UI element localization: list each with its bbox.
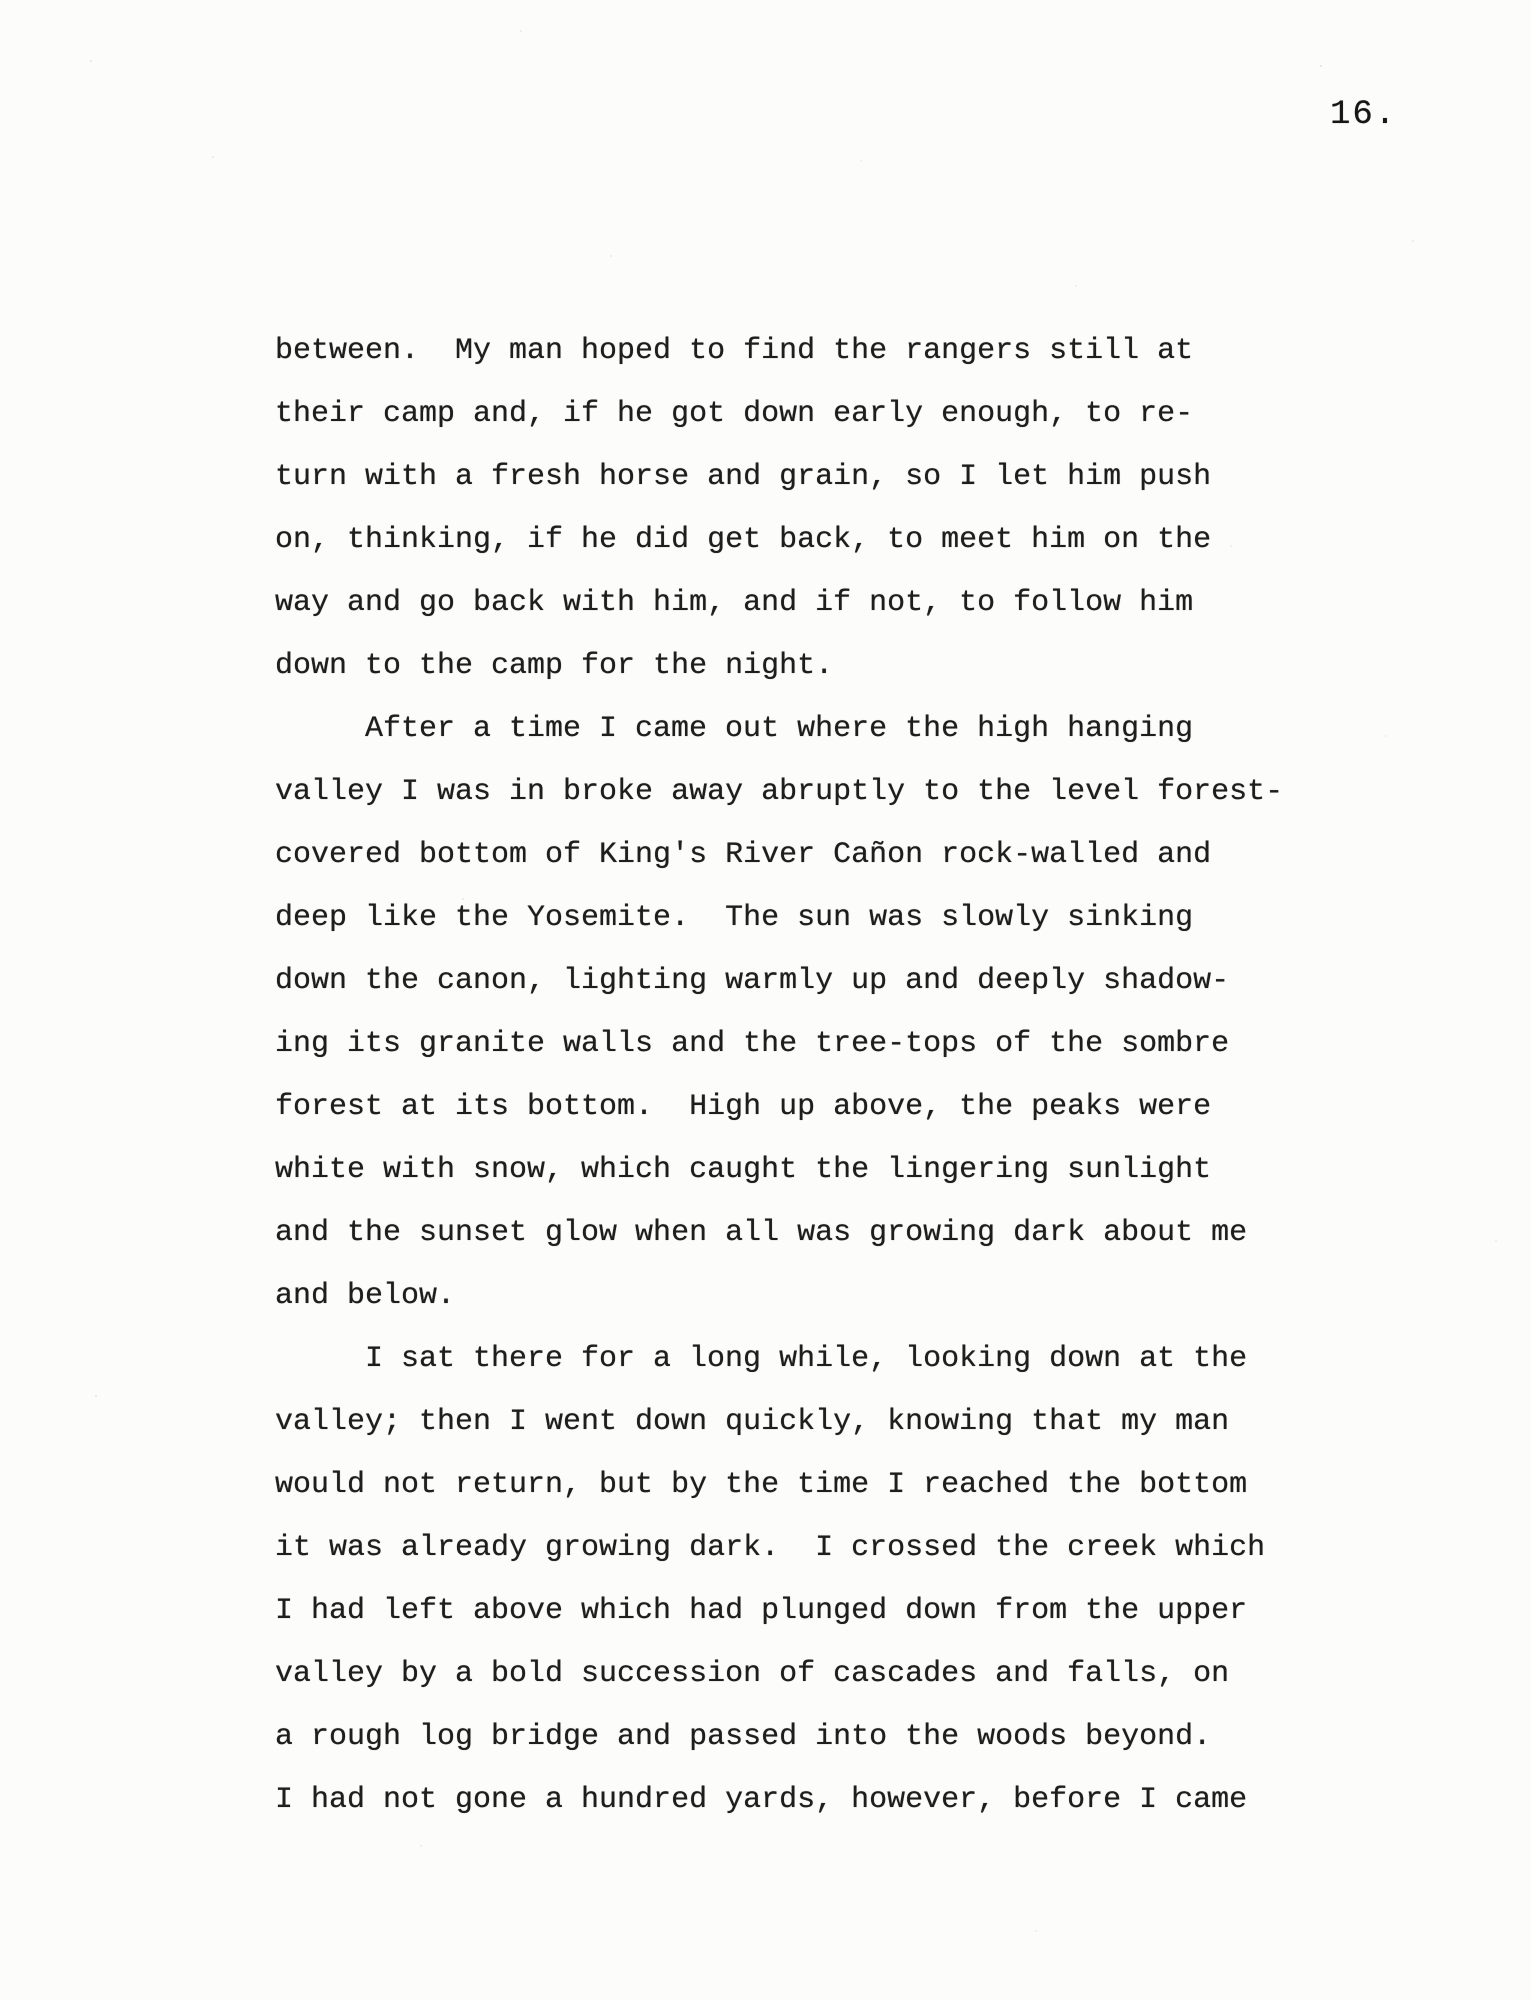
typewritten-line: way and go back with him, and if not, to follow him	[275, 586, 1194, 620]
typewritten-line: down to the camp for the night.	[275, 649, 834, 683]
typewritten-line: valley by a bold succession of cascades and falls, on	[275, 1657, 1230, 1691]
typewritten-line: a rough log bridge and passed into the woods beyond.	[275, 1720, 1212, 1754]
typewritten-line: their camp and, if he got down early enough, to re-	[275, 397, 1194, 431]
typewritten-line: valley; then I went down quickly, knowing that my man	[275, 1405, 1230, 1439]
typewritten-line: down the canon, lighting warmly up and deeply shadow-	[275, 964, 1230, 998]
scan-speckles	[0, 0, 2, 2]
typewritten-line: I had left above which had plunged down from the upper	[275, 1594, 1248, 1628]
typewritten-line: deep like the Yosemite. The sun was slowly sinking	[275, 901, 1194, 935]
paragraph	[275, 1328, 1335, 1832]
typewritten-line: I had not gone a hundred yards, however, before I came	[275, 1783, 1248, 1817]
typewritten-line: on, thinking, if he did get back, to meet him on the	[275, 523, 1212, 557]
typewritten-line: and below.	[275, 1279, 456, 1313]
typewritten-line: I sat there for a long while, looking down at the	[365, 1342, 1248, 1376]
typewritten-line: white with snow, which caught the lingering sunlight	[275, 1153, 1212, 1187]
typewritten-line: between. My man hoped to find the rangers still at	[275, 334, 1194, 368]
paragraph	[275, 320, 1335, 698]
typewritten-line: turn with a fresh horse and grain, so I let him push	[275, 460, 1212, 494]
typewritten-text-block	[275, 320, 1335, 1832]
typewritten-line: would not return, but by the time I reached the bottom	[275, 1468, 1248, 1502]
typewritten-line: forest at its bottom. High up above, the peaks were	[275, 1090, 1212, 1124]
paragraph	[275, 698, 1335, 1328]
typewritten-line: ing its granite walls and the tree-tops of the sombre	[275, 1027, 1230, 1061]
typewritten-line: it was already growing dark. I crossed the creek which	[275, 1531, 1266, 1565]
typewritten-line: and the sunset glow when all was growing dark about me	[275, 1216, 1248, 1250]
typewritten-line: After a time I came out where the high hanging	[365, 712, 1194, 746]
typewritten-line: valley I was in broke away abruptly to the level forest-	[275, 775, 1284, 809]
page-number: 16.	[1330, 96, 1398, 134]
typewritten-line: covered bottom of King's River Cañon rock-walled and	[275, 838, 1212, 872]
